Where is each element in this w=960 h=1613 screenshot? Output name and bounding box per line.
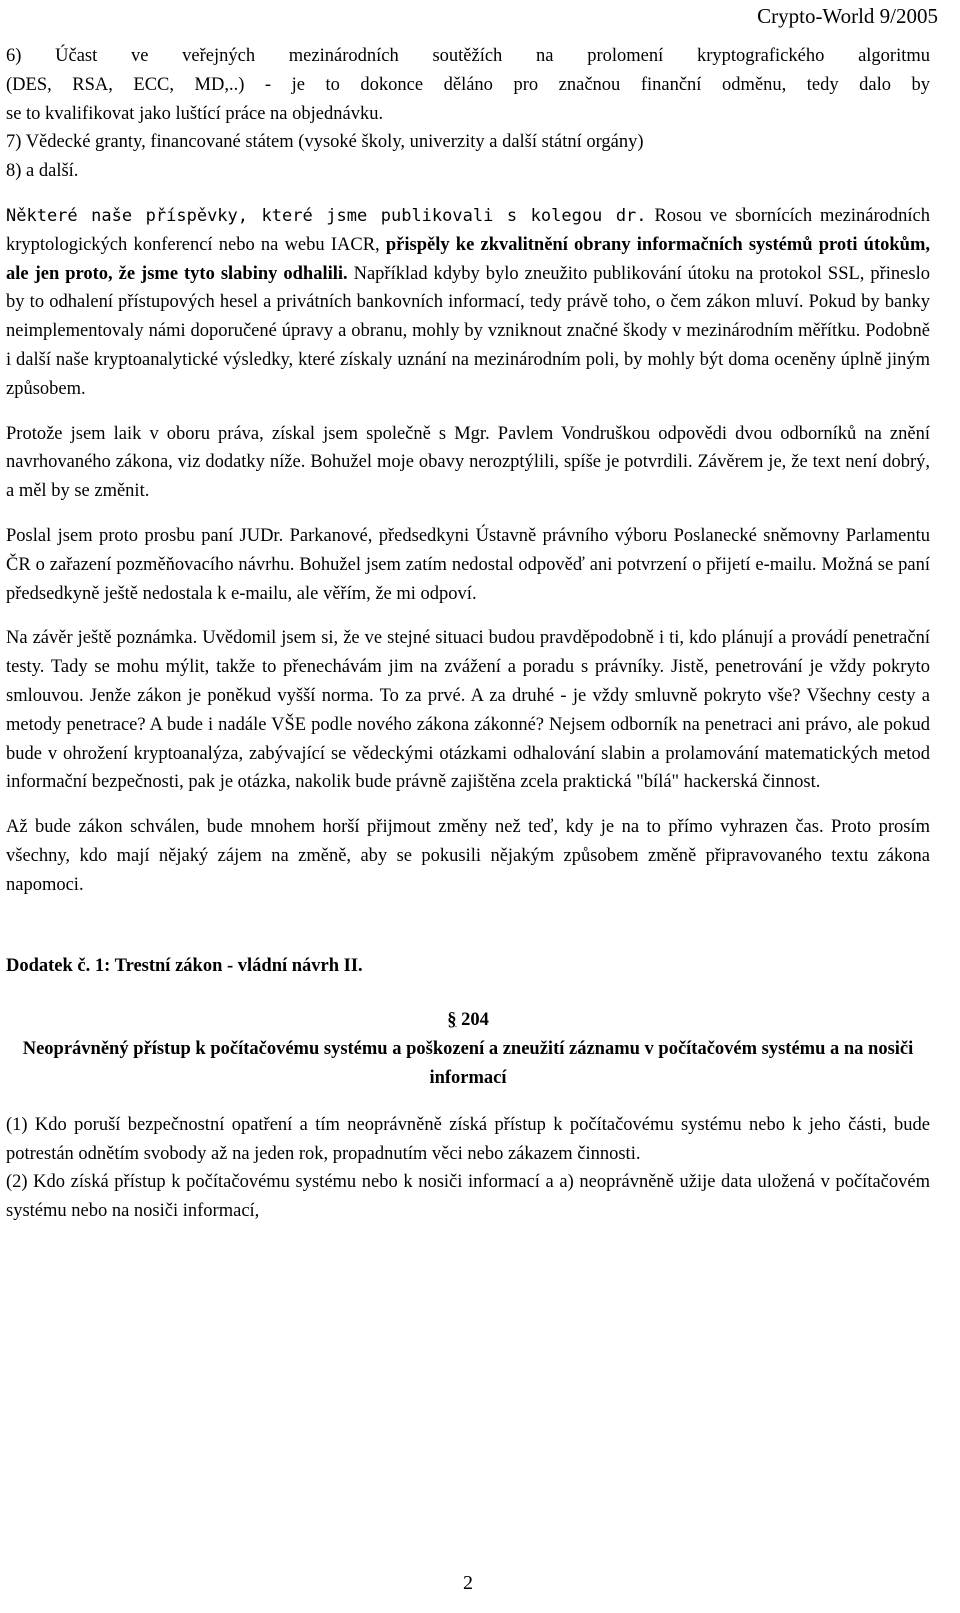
appendix-title: Dodatek č. 1: Trestní zákon - vládní návrh II. bbox=[6, 955, 363, 976]
document-body bbox=[6, 42, 930, 1226]
paragraph-legal-opinions: Protože jsem laik v oboru práva, získal jsem společně s Mgr. Pavlem Vondruškou odpovědi dvou odborníků na znění navrhovaného zákona, viz dodatky níže. Bohužel moje obavy nerozptýlili, spíše je potvrdili. Závěrem je, že text není dobrý, a měl by se změnit. bbox=[6, 423, 930, 502]
clause-2: (2) Kdo získá přístup k počítačovému systému nebo k nosiči informací a a) neoprávněně užije data uložená v počítačovém systému nebo na nosiči informací, bbox=[6, 1172, 930, 1222]
contributions-rest: Například kdyby bylo zneužito publikování útoku na protokol SSL, přineslo by to odhalení přístupových hesel a privátních bankovních informací, tedy právě toho, o čem zákon mluví. Pokud by banky neimplementovaly námi doporučené úpravy a obranu, mohly by vzniknout značné škody v mezinárodním měřítku. Podobně i další naše kryptoanalytické výsledky, které získaly uznání na mezinárodním poli, by mohly být doma oceněny úplně jiným způsobem. bbox=[6, 263, 930, 399]
paragraph-request: Poslal jsem proto prosbu paní JUDr. Parkanové, předsedkyni Ústavně právního výboru Poslanecké sněmovny Parlamentu ČR o zařazení pozměňovacího návrhu. Bohužel jsem zatím nedostal odpověď ani potvrzení o přijetí e-mailu. Možná se paní předsedkyně ještě nedostala k e-mailu, ale věřím, že mi odpoví. bbox=[6, 525, 930, 604]
list-items bbox=[6, 42, 930, 186]
paragraph-contributions bbox=[6, 202, 930, 404]
list-item-7: 7) Vědecké granty, financované státem (vysoké školy, univerzity a další státní orgány) bbox=[6, 132, 644, 153]
list-item-6-line1: 6) Účast ve veřejných mezinárodních soutěžích na prolomení kryptografického algoritmu bbox=[6, 46, 930, 66]
contributions-text: Rosou ve sbornících mezinárodních kryptologických konferencí nebo na webu IACR, bbox=[6, 205, 930, 255]
contributions-bold: přispěly ke zkvalitnění obrany informačních systémů proti útokům, ale jen proto, že jsme tyto slabiny odhalili. bbox=[6, 234, 930, 284]
list-item-6-line2: (DES, RSA, ECC, MD,..) - je to dokonce děláno pro značnou finanční odměnu, tedy dalo by bbox=[6, 74, 930, 95]
paragraph-penetration-note: Na závěr ještě poznámka. Uvědomil jsem si, že ve stejné situaci budou pravděpodobně i ti, kdo plánují a provádí penetrační testy. Tady se mohu mýlit, takže to přenechávám jim na zvážení a poradu s právníky. Jistě, penetrování je vždy pokryto smlouvou. Jenže zákon je poněkud vyšší norma. To za prvé. A za druhé - je vždy smluvně pokryto vše? Všechny cesty a metody penetrace? A bude i nadále VŠE podle nového zákona zákonné? Nejsem odborník na penetraci ani právo, ale pokud bude v ohrožení kryptoanalýza, zabývající se vědeckými otázkami odhalování slabin a prolamování matematických metod informační bezpečnosti, pak je otázka, nakolik bude právně zajištěna zcela praktická "bílá" hackerská činnost. bbox=[6, 628, 930, 793]
section-symbol: § bbox=[447, 1010, 457, 1031]
section-number bbox=[6, 1006, 930, 1035]
section-number-value: 204 bbox=[456, 1010, 489, 1031]
section-title: Neoprávněný přístup k počítačovému systému a poškození a zneužití záznamu v počítačovém systému a na nosiči informací bbox=[22, 1039, 914, 1088]
list-item-8: 8) a další. bbox=[6, 161, 79, 182]
page-number: 2 bbox=[463, 1572, 473, 1594]
paragraph-closing: Až bude zákon schválen, bude mnohem horší přijmout změny než teď, kdy je na to přímo vyhrazen čas. Proto prosím všechny, kdo mají nějaký zájem na změně, aby se pokusili nějakým způsobem změně připravovaného textu zákona napomoci. bbox=[6, 817, 930, 895]
page-header: Crypto-World 9/2005 bbox=[757, 4, 938, 28]
list-item-6-line3: se to kvalifikovat jako luštící práce na objednávku. bbox=[6, 103, 384, 124]
clause-1: (1) Kdo poruší bezpečnostní opatření a tím neoprávněně získá přístup k počítačovému systému nebo k jeho části, bude potrestán odnětím svobody až na jeden rok, propadnutím věci nebo zákazem činnosti. bbox=[6, 1114, 930, 1164]
contributions-intro: Některé naše příspěvky, které jsme publikovali s kolegou dr. bbox=[6, 205, 647, 226]
